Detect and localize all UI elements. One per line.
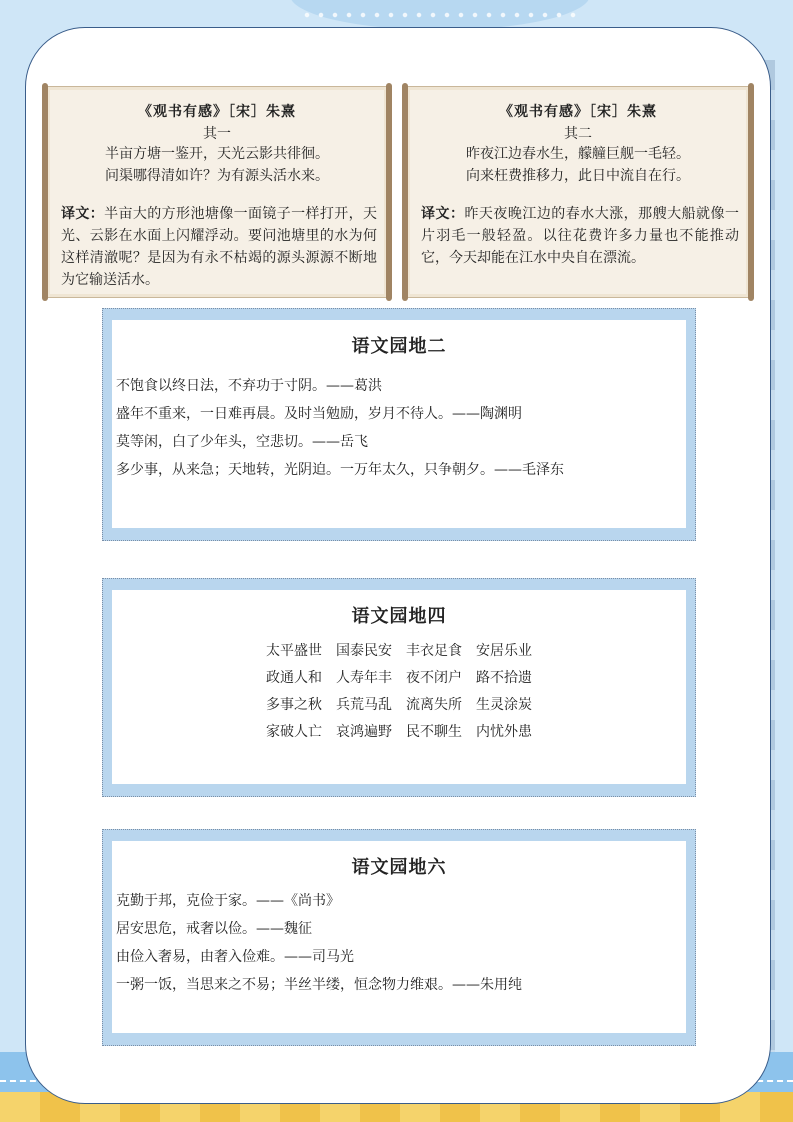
poem-line: 向来枉费推移力，此日中流自在行。 [466, 168, 690, 184]
idiom-row: 多事之秋 兵荒马乱 流离失所 生灵涂炭 [266, 697, 532, 713]
section-box-4 [102, 578, 696, 797]
poem-line: 半亩方塘一鉴开，天光云影共徘徊。 [105, 146, 329, 162]
section-box-inner [112, 320, 686, 528]
translation-label: 译文： [421, 206, 465, 222]
section-title: 语文园地二 [351, 336, 447, 357]
idiom-row: 太平盛世 国泰民安 丰衣足食 安居乐业 [266, 643, 532, 659]
scroll-rod-right [386, 83, 392, 301]
section-box-2 [102, 308, 696, 541]
poem-scroll-2 [406, 86, 750, 298]
section-box-inner [112, 590, 686, 784]
section-title: 语文园地六 [351, 857, 447, 878]
quote-line: 一粥一饭，当思来之不易；半丝半缕，恒念物力维艰。——朱用纯 [116, 977, 522, 993]
translation-text: 昨天夜晚江边的春水大涨，那艘大船就像一片羽毛一般轻盈。以往花费许多力量也不能推动它，今天却能在江水中央自在漂流。 [421, 206, 740, 266]
quote-line: 盛年不重来，一日难再晨。及时当勉励，岁月不待人。——陶渊明 [116, 406, 522, 422]
idiom-row: 政通人和 人寿年丰 夜不闭户 路不拾遗 [266, 670, 532, 686]
scroll-rod-left [42, 83, 48, 301]
quote-line: 莫等闲，白了少年头，空悲切。——岳飞 [116, 434, 368, 450]
poem-subtitle: 其二 [564, 126, 592, 142]
poem-subtitle: 其一 [203, 126, 231, 142]
poem-title: 《观书有感》［宋］朱熹 [499, 104, 657, 120]
translation-text: 半亩大的方形池塘像一面镜子一样打开，天光、云影在水面上闪耀浮动。要问池塘里的水为何这样清澈呢？是因为有永不枯竭的源头源源不断地为它输送活水。 [61, 206, 378, 288]
quote-line: 克勤于邦，克俭于家。——《尚书》 [116, 893, 340, 909]
section-box-inner [112, 841, 686, 1033]
quote-line: 多少事，从来急；天地转，光阴迫。一万年太久，只争朝夕。——毛泽东 [116, 462, 564, 478]
poem-line: 问渠哪得清如许？为有源头活水来。 [105, 168, 329, 184]
top-dots-decoration [300, 8, 580, 22]
quote-line: 居安思危，戒奢以俭。——魏征 [116, 921, 312, 937]
quote-line: 由俭入奢易，由奢入俭难。——司马光 [116, 949, 354, 965]
scroll-rod-left [402, 83, 408, 301]
scroll-rod-right [748, 83, 754, 301]
quote-line: 不饱食以终日法，不弃功于寸阴。——葛洪 [116, 378, 382, 394]
poem-line: 昨夜江边春水生，艨艟巨舰一毛轻。 [466, 146, 690, 162]
section-box-6 [102, 829, 696, 1046]
poem-translation [407, 203, 749, 269]
poem-translation [47, 203, 387, 291]
translation-label: 译文： [61, 206, 105, 222]
idiom-row: 家破人亡 哀鸿遍野 民不聊生 内忧外患 [266, 724, 532, 740]
poem-title: 《观书有感》［宋］朱熹 [138, 104, 296, 120]
section-title: 语文园地四 [351, 606, 447, 627]
poem-scroll-1 [46, 86, 388, 298]
